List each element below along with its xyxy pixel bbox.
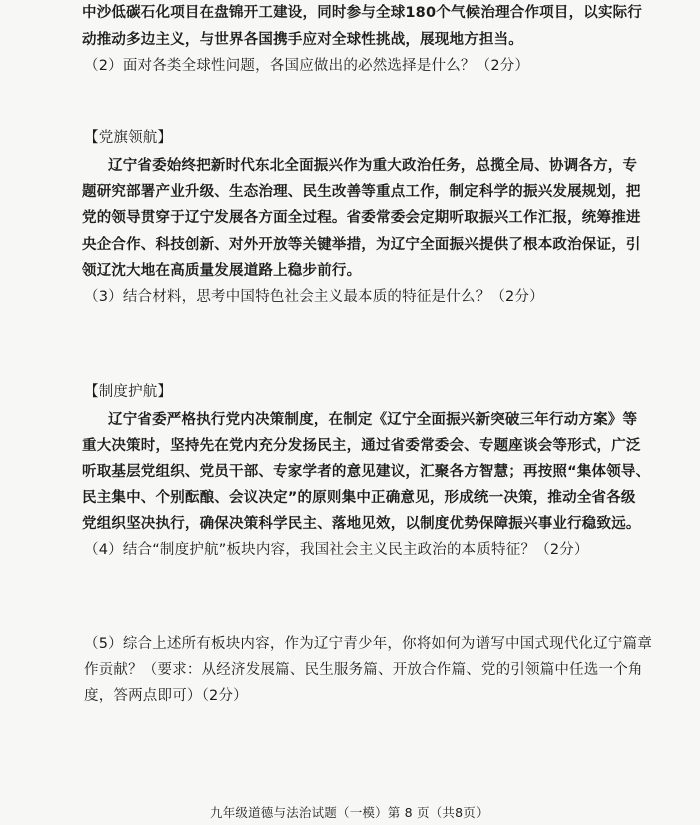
party-line-3: 党的领导贯穿于辽宁发展各方面全过程。省委常委会定期听取振兴工作汇报，统筹推进 — [82, 210, 641, 226]
system-line-4: 民主集中、个别酝酿、会议决定”的原则集中正确意见，形成统一决策，推动全省各级 — [82, 490, 636, 506]
question-5-line-3: 度，答两点即可）（2分） — [84, 688, 248, 704]
section-heading-party: 【党旗领航】 — [84, 130, 173, 146]
party-line-5: 领辽沈大地在高质量发展道路上稳步前行。 — [82, 263, 362, 279]
system-line-3: 听取基层党组织、党员干部、专家学者的意见建议，汇聚各方智慧；再按照“集体领导、 — [82, 464, 651, 480]
system-line-5: 党组织坚决执行，确保决策科学民主、落地见效，以制度优势保障振兴事业行稳致远。 — [82, 516, 641, 532]
party-line-4: 央企合作、科技创新、对外开放等关键举措，为辽宁全面振兴提供了根本政治保证，引 — [82, 237, 641, 253]
question-5-line-2: 作贡献？（要求：从经济发展篇、民生服务篇、开放合作篇、党的引领篇中任选一个角 — [84, 662, 643, 678]
system-line-1: 辽宁省委严格执行党内决策制度，在制定《辽宁全面振兴新突破三年行动方案》等 — [108, 412, 638, 428]
page-footer: 九年级道德与法治试题（一模）第 8 页（共8页） — [210, 805, 489, 820]
question-4: （4）结合“制度护航”板块内容，我国社会主义民主政治的本质特征？（2分） — [84, 542, 589, 558]
intro-line-2: 动推动多边主义，与世界各国携手应对全球性挑战，展现地方担当。 — [82, 32, 523, 48]
intro-line-1: 中沙低碳石化项目在盘锦开工建设，同时参与全球180个气候治理合作项目，以实际行 — [82, 5, 643, 21]
question-5-line-1: （5）综合上述所有板块内容，作为辽宁青少年，你将如何为谱写中国式现代化辽宁篇章 — [84, 636, 653, 652]
question-2: （2）面对各类全球性问题，各国应做出的必然选择是什么？（2分） — [84, 58, 530, 74]
system-line-2: 重大决策时，坚持先在党内充分发扬民主，通过省委常委会、专题座谈会等形式，广泛 — [82, 438, 641, 454]
party-line-1: 辽宁省委始终把新时代东北全面振兴作为重大政治任务，总揽全局、协调各方，专 — [108, 158, 638, 174]
question-3: （3）结合材料，思考中国特色社会主义最本质的特征是什么？（2分） — [84, 289, 544, 305]
section-heading-system: 【制度护航】 — [84, 384, 173, 400]
party-line-2: 题研究部署产业升级、生态治理、民生改善等重点工作，制定科学的振兴发展规划，把 — [82, 184, 641, 200]
